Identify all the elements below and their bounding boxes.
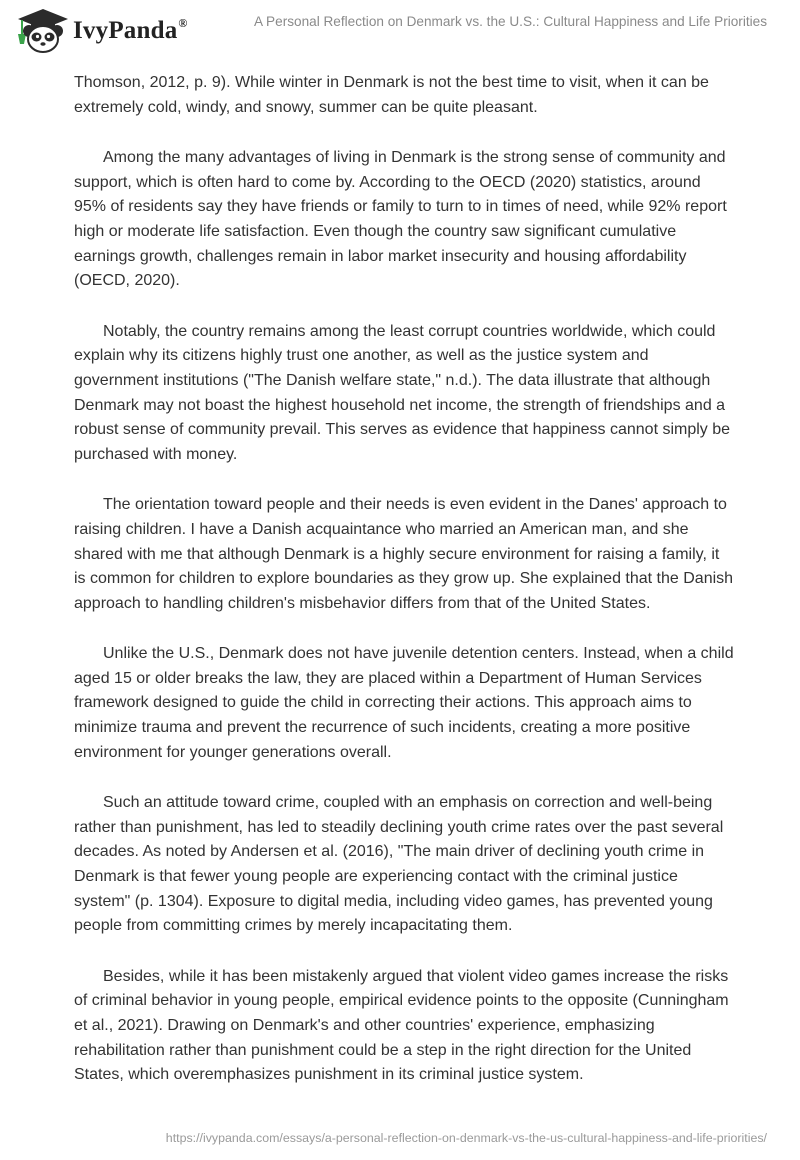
ivypanda-logo[interactable]: [14, 6, 188, 54]
document-title: A Personal Reflection on Denmark vs. the U.S.: Cultural Happiness and Life Priorities: [253, 14, 767, 29]
paragraph-3: Notably, the country remains among the least corrupt countries worldwide, which could explain why its citizens highly trust one another, as well as the justice system and government institutions ("The Danish welfare state," n.d.). The data illustrate that although Denmark may not boast the highest household net income, the strength of friendships and a robust sense of community prevail. This serves as evidence that happiness cannot simply be purchased with money.: [74, 322, 731, 463]
panda-graduation-cap-icon: [14, 6, 72, 54]
page-header: [0, 0, 800, 60]
registered-mark: ®: [178, 15, 188, 30]
footer-url[interactable]: https://ivypanda.com/essays/a-personal-reflection-on-denmark-vs-the-us-cultural-happiness-and-life-priorities/: [165, 1131, 767, 1145]
paragraph-4: The orientation toward people and their needs is even evident in the Danes' approach to raising children. I have a Danish acquaintance who married an American man, and she shared with me that although Denmark is a highly secure environment for raising a family, it is common for children to explore boundaries as they grow up. She explained that the Danish approach to handling children's misbehavior differs from that of the United States.: [74, 496, 734, 612]
brand-name: IvyPanda®: [73, 15, 188, 44]
paragraph-2: Among the many advantages of living in Denmark is the strong sense of community and support, which is often hard to come by. According to the OECD (2020) statistics, around 95% of residents say they have friends or family to turn to in times of need, while 92% report high or moderate life satisfaction. Even though the country saw significant cumulative earnings growth, challenges remain in labor market insecurity and housing affordability (OECD, 2020).: [74, 149, 727, 290]
paragraph-7: Besides, while it has been mistakenly argued that violent video games increase the risks of criminal behavior in young people, empirical evidence points to the opposite (Cunningham et al., 2021). Drawing on Denmark's and other countries' experience, emphasizing rehabilitation rather than punishment could be a step in the right direction for the United States, which overemphasizes punishment in its criminal justice system.: [74, 967, 729, 1084]
essay-body: [74, 71, 734, 1114]
paragraph-6: Such an attitude toward crime, coupled with an emphasis on correction and well-being rather than punishment, has led to steadily declining youth crime rates over the past several decades. As noted by Andersen et al. (2016), "The main driver of declining youth crime in Denmark is that fewer young people are experiencing contact with the criminal justice system" (p. 1304). Exposure to digital media, including video games, has prevented young people from committing crimes by merely incapacitating them.: [74, 794, 724, 935]
paragraph-5: Unlike the U.S., Denmark does not have juvenile detention centers. Instead, when a child aged 15 or older breaks the law, they are placed within a Department of Human Services framework designed to guide the child in correcting their actions. This approach aims to minimize trauma and prevent the recurrence of such incidents, creating a more positive environment for younger generations overall.: [74, 645, 734, 761]
paragraph-1: Thomson, 2012, p. 9). While winter in Denmark is not the best time to visit, when it can be extremely cold, windy, and snowy, summer can be quite pleasant.: [74, 74, 709, 116]
